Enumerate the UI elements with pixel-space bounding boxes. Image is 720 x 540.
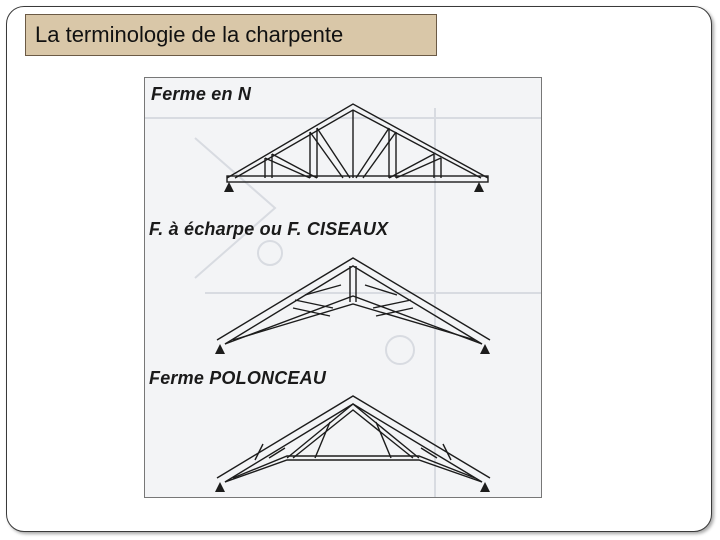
truss-ferme-polonceau bbox=[215, 396, 490, 492]
support-right-3 bbox=[480, 482, 490, 492]
slide-title: La terminologie de la charpente bbox=[35, 22, 344, 47]
background-ghost-marks bbox=[145, 108, 542, 498]
truss-ferme-ciseaux bbox=[215, 258, 490, 354]
truss-label-ferme-ciseaux: F. à écharpe ou F. CISEAUX bbox=[149, 219, 389, 239]
slide-title-box bbox=[25, 14, 437, 56]
support-left-1 bbox=[224, 182, 234, 192]
truss-figure bbox=[144, 77, 542, 498]
support-left-3 bbox=[215, 482, 225, 492]
truss-label-ferme-polonceau: Ferme POLONCEAU bbox=[149, 368, 327, 388]
truss-drawings bbox=[145, 78, 542, 498]
support-right-2 bbox=[480, 344, 490, 354]
support-right-1 bbox=[474, 182, 484, 192]
support-left-2 bbox=[215, 344, 225, 354]
truss-label-ferme-en-n: Ferme en N bbox=[151, 84, 252, 104]
